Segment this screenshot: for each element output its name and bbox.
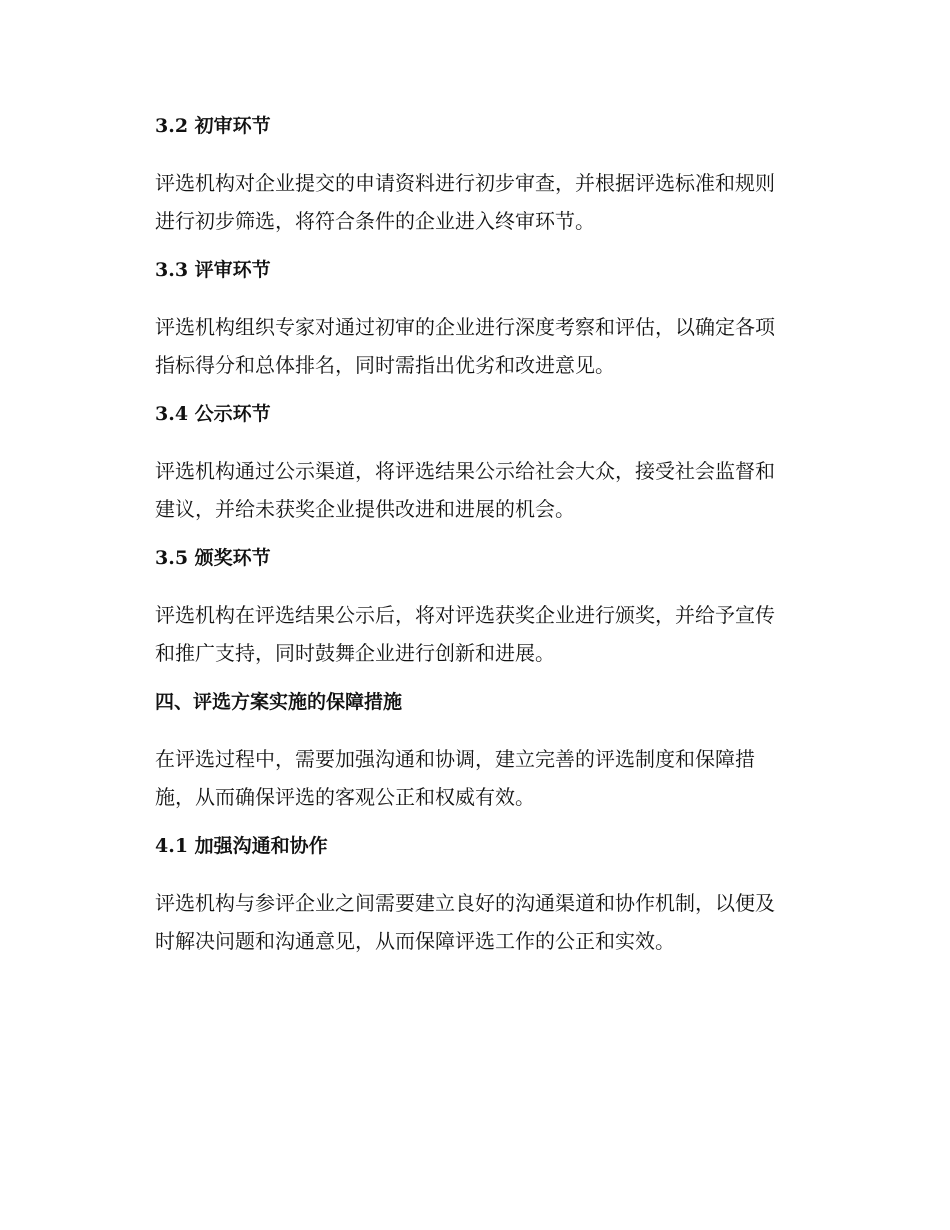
section-heading-3-5: 3.5 颁奖环节 [155,547,271,569]
paragraph-4-1 [112,884,838,960]
paragraph-3-5 [112,596,838,672]
paragraph-line: 评选机构通过公示渠道，将评选结果公示给社会大众，接受社会监督和 [155,459,775,483]
paragraph-line: 指标得分和总体排名，同时需指出优劣和改进意见。 [155,353,615,377]
section-heading-3-4: 3.4 公示环节 [155,403,271,425]
paragraph-line: 评选机构与参评企业之间需要建立良好的沟通渠道和协作机制，以便及 [155,891,775,915]
paragraph-line: 评选机构在评选结果公示后，将对评选获奖企业进行颁奖，并给予宣传 [155,603,775,627]
paragraph-line: 和推广支持，同时鼓舞企业进行创新和进展。 [155,641,555,665]
paragraph-line: 时解决问题和沟通意见，从而保障评选工作的公正和实效。 [155,929,675,953]
paragraph-line: 施，从而确保评选的客观公正和权威有效。 [155,785,535,809]
paragraph-4 [112,740,838,816]
section-heading-4-1: 4.1 加强沟通和协作 [155,835,328,857]
paragraph-line: 评选机构组织专家对通过初审的企业进行深度考察和评估，以确定各项 [155,315,775,339]
paragraph-3-2 [112,164,838,240]
section-heading-3-3: 3.3 评审环节 [155,259,271,281]
paragraph-line: 在评选过程中，需要加强沟通和协调，建立完善的评选制度和保障措 [155,747,755,771]
section-heading-3-2: 3.2 初审环节 [155,115,271,137]
paragraph-line: 评选机构对企业提交的申请资料进行初步审查，并根据评选标准和规则 [155,171,775,195]
paragraph-3-4 [112,452,838,528]
paragraph-line: 建议，并给未获奖企业提供改进和进展的机会。 [155,497,575,521]
paragraph-3-3 [112,308,838,384]
paragraph-line: 进行初步筛选，将符合条件的企业进入终审环节。 [155,209,595,233]
section-heading-4: 四、评选方案实施的保障措施 [155,691,403,713]
